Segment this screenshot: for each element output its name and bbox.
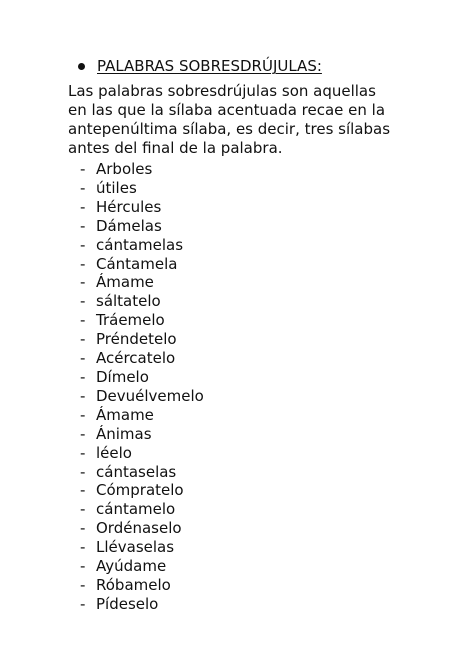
list-item [80,595,204,614]
list-dash: - [80,254,86,273]
list-word: Arboles [96,160,153,178]
list-word: Ámame [96,273,154,292]
list-word: léelo [96,443,132,462]
list-item [80,198,204,217]
list-dash: - [80,273,86,292]
word-list [80,160,204,614]
list-dash: - [80,481,86,500]
list-item [80,406,204,425]
list-word: cántamelo [96,500,176,519]
list-item [80,538,204,557]
list-item [80,179,204,198]
list-item [80,236,204,255]
list-dash: - [80,462,86,481]
list-word: Llévaselas [96,538,175,557]
list-dash: - [80,519,86,538]
list-item [80,330,204,349]
intro-paragraph: Las palabras sobresdrújulas son aquellas en las que la sílaba acentuada recae en la antepenúltima sílaba, es decir, tres sílabas antes del final de la palabra. [68,82,391,157]
list-item [80,463,204,482]
list-word: Hércules [96,197,162,216]
list-word: Dímelo [96,367,149,386]
list-item [80,500,204,519]
list-dash: - [80,216,86,235]
list-word: Ordénaselo [96,519,182,538]
list-dash: - [80,367,86,386]
list-dash: - [80,405,86,424]
list-item [80,576,204,595]
list-item [80,481,204,500]
list-item [80,311,204,330]
list-word: Pídeselo [96,594,159,613]
list-item [80,160,204,179]
list-item [80,368,204,387]
list-word: Cómpratelo [96,481,184,500]
list-dash: - [80,197,86,216]
list-word: útiles [96,178,137,197]
list-item [80,444,204,463]
list-dash: - [80,330,86,349]
list-word: sáltatelo [96,292,161,311]
list-dash: - [80,557,86,576]
list-dash: - [80,594,86,613]
list-item [80,255,204,274]
list-word: Ayúdame [96,557,167,576]
list-item [80,519,204,538]
list-item [80,387,204,406]
list-word: Ámame [96,405,154,424]
list-item [80,217,204,236]
list-dash: - [80,235,86,254]
list-dash: - [80,500,86,519]
list-word: Dámelas [96,216,162,235]
list-dash: - [80,292,86,311]
list-dash: - [80,386,86,405]
list-dash: - [80,443,86,462]
heading-text: PALABRAS SOBRESDRÚJULAS: [97,57,322,75]
list-word: cántamelas [96,235,184,254]
list-word: cántaselas [96,462,177,481]
bullet-icon [78,63,85,70]
list-item [80,557,204,576]
list-dash: - [80,178,86,197]
list-dash: - [80,160,86,178]
list-word: Devuélvemelo [96,386,204,405]
list-word: Róbamelo [96,575,171,594]
list-item [80,292,204,311]
list-word: Préndetelo [96,330,177,349]
list-item [80,425,204,444]
list-word: Acércatelo [96,349,176,368]
list-word: Tráemelo [96,311,165,330]
list-dash: - [80,575,86,594]
list-word: Ánimas [96,424,152,443]
list-item [80,273,204,292]
list-dash: - [80,311,86,330]
list-dash: - [80,424,86,443]
list-word: Cántamela [96,254,178,273]
section-heading [78,55,322,77]
list-dash: - [80,349,86,368]
list-dash: - [80,538,86,557]
list-item [80,349,204,368]
